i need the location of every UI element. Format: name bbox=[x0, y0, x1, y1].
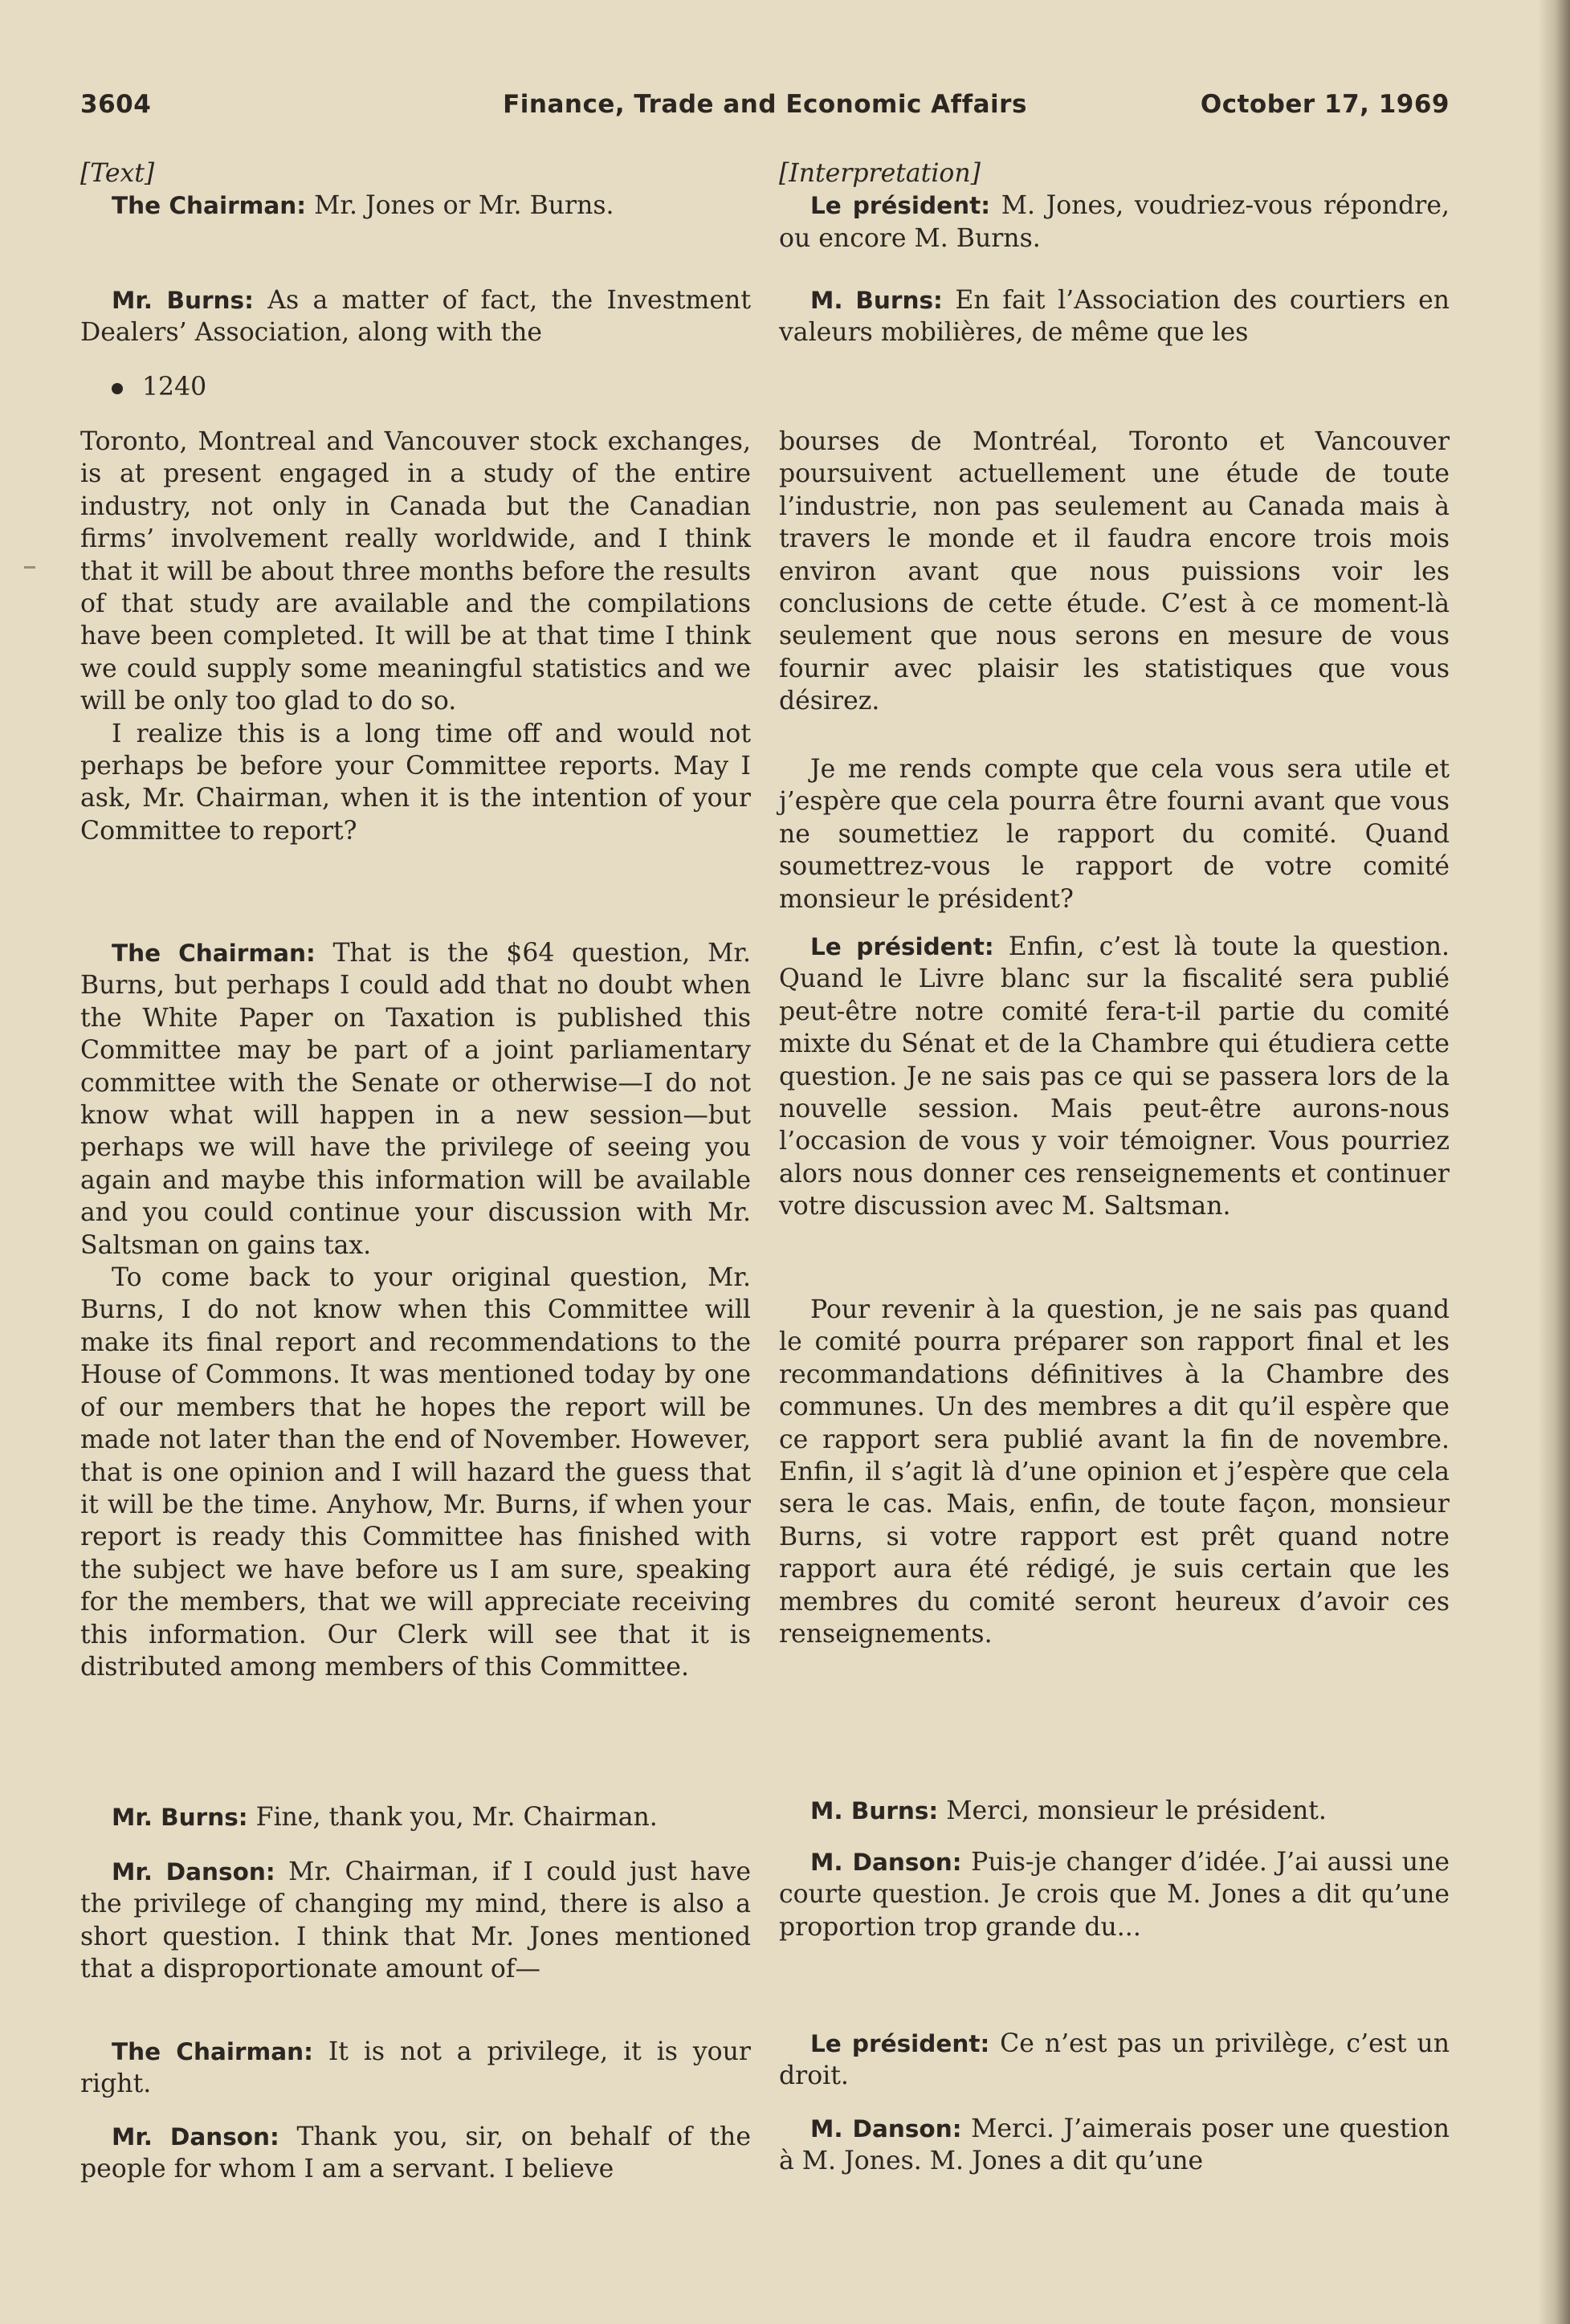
margin-mark bbox=[24, 566, 35, 569]
page-number: 3604 bbox=[80, 90, 152, 119]
bullet-icon bbox=[112, 383, 123, 394]
english-paragraph-9: The Chairman: It is not a privilege, it is your right. bbox=[80, 2037, 751, 2099]
french-column-5 bbox=[779, 931, 1450, 1223]
speaker-label: M. Danson: bbox=[810, 2115, 962, 2143]
french-column-7 bbox=[779, 1795, 1450, 1827]
speaker-label: Le président: bbox=[810, 192, 991, 220]
speaker-label: Mr. Danson: bbox=[112, 2123, 279, 2151]
french-paragraph-10: M. Danson: Merci. J’aimerais poser une question à M. Jones. M. Jones a dit qu’une bbox=[779, 2114, 1450, 2176]
french-column-3 bbox=[779, 426, 1450, 718]
english-paragraph-2: Mr. Burns: As a matter of fact, the Investment Dealers’ Association, along with the bbox=[80, 286, 751, 348]
english-paragraph-8: Mr. Danson: Mr. Chairman, if I could just have the privilege of changing my mind, there is also a short question. I think that Mr. Jones mentioned that a disproportionate amount of— bbox=[80, 1857, 751, 1984]
english-column-5 bbox=[80, 1801, 751, 1833]
french-paragraph-6: Pour revenir à la question, je ne sais pas quand le comité pourra préparer son rapport final et les recommandations définitives à la Chambre des communes. Un des membres a dit qu’il espère que ce rapport sera publié avant la fin de novembre. Enfin, il s’agit là d’une opinion et j’espère que cela sera le cas. Mais, enfin, de toute façon, monsieur Burns, si votre rapport est prêt quand notre rapport aura été rédigé, je suis certain que les membres du comité seront heureux d’avoir ces renseignements. bbox=[779, 1295, 1450, 1649]
english-paragraph-6: To come back to your original question, Mr. Burns, I do not know when this Committee will make its final report and recommendations to the House of Commons. It was mentioned today by one of our members that he hopes the report will be made not later than the end of November. However, that is one opinion and I will hazard the guess that it will be the time. Anyhow, Mr. Burns, if when your report is ready this Committee has finished with the subject we have before us I am sure, speaking for the members, that we will appreciate receiving this information. Our Clerk will see that it is distributed among members of this Committee. bbox=[80, 1263, 751, 1682]
french-column bbox=[779, 157, 1450, 255]
french-column-9 bbox=[779, 2028, 1450, 2093]
english-column bbox=[80, 157, 751, 222]
french-column-8 bbox=[779, 1846, 1450, 1943]
english-paragraph-7: Mr. Burns: Fine, thank you, Mr. Chairman. bbox=[112, 1803, 658, 1832]
speaker-label: Le président: bbox=[810, 2030, 990, 2057]
english-paragraph-5: The Chairman: That is the $64 question, Mr. Burns, but perhaps I could add that no doubt when the White Paper on Taxation is published this Committee may be part of a joint parliamentary committee with the Senate or otherwise—I do not know what will happen in a new session—but perhaps we will have the privilege of seeing you again and maybe this information will be available and you could continue your discussion with Mr. Saltsman on gains tax. bbox=[80, 939, 751, 1260]
english-paragraph-4: I realize this is a long time off and would not perhaps be before your Committee reports. May I ask, Mr. Chairman, when it is the intention of your Committee to report? bbox=[80, 719, 751, 846]
french-paragraph-8: M. Danson: Puis-je changer d’idée. J’ai aussi une courte question. Je crois que M. Jones a dit qu’une proportion trop grande du... bbox=[779, 1848, 1450, 1942]
english-paragraph-3: Toronto, Montreal and Vancouver stock exchanges, is at present engaged in a study of the entire industry, not only in Canada but the Canadian firms’ involvement really worldwide, and I think that it will be about three months before the results of that study are available and the compilations have been completed. It will be at that time I think we could supply some meaningful statistics and we will be only too glad to do so. bbox=[80, 427, 751, 716]
english-column-2 bbox=[80, 284, 751, 349]
english-column-3 bbox=[80, 426, 751, 847]
french-paragraph-7: M. Burns: Merci, monsieur le président. bbox=[810, 1796, 1327, 1825]
speaker-label: The Chairman: bbox=[112, 192, 307, 220]
header-title: Finance, Trade and Economic Affairs bbox=[503, 90, 1027, 119]
french-paragraph-2: M. Burns: En fait l’Association des courtiers en valeurs mobilières, de même que les bbox=[779, 286, 1450, 348]
speaker-label: M. Burns: bbox=[810, 287, 943, 314]
english-column-8 bbox=[80, 2121, 751, 2186]
english-column-4 bbox=[80, 937, 751, 1683]
english-paragraph-1: The Chairman: Mr. Jones or Mr. Burns. bbox=[112, 191, 614, 221]
french-column-10 bbox=[779, 2113, 1450, 2178]
french-paragraph-4: Je me rends compte que cela vous sera utile et j’espère que cela pourra être fourni avant que vous ne soumettiez le rapport du comité. Quand soumettrez-vous le rapport de votre comité monsieur le président? bbox=[779, 755, 1450, 914]
speaker-label: Le président: bbox=[810, 933, 994, 960]
french-column-2 bbox=[779, 284, 1450, 349]
french-paragraph-5: Le président: Enfin, c’est là toute la question. Quand le Livre blanc sur la fiscalité sera publié peut-être notre comité fera-t-il partie du comité mixte du Sénat et de la Chambre qui étudiera cette question. Je ne sais pas ce qui se passera lors de la nouvelle session. Mais peut-être aurons-nous l’occasion de vous y voir témoigner. Vous pourriez alors nous donner ces renseignements et continuer votre discussion avec M. Saltsman. bbox=[779, 932, 1450, 1221]
speaker-label: Mr. Burns: bbox=[112, 1804, 248, 1831]
speaker-label: Mr. Burns: bbox=[112, 287, 254, 314]
header-date: October 17, 1969 bbox=[1200, 90, 1450, 119]
speaker-label: The Chairman: bbox=[112, 2038, 313, 2065]
english-column-7 bbox=[80, 2036, 751, 2101]
french-paragraph-1: Le président: M. Jones, voudriez-vous répondre, ou encore M. Burns. bbox=[779, 191, 1450, 253]
english-tag: [Text] bbox=[80, 159, 155, 188]
speaker-label: M. Danson: bbox=[810, 1849, 962, 1876]
french-column-4 bbox=[779, 753, 1450, 915]
time-marker-text: 1240 bbox=[142, 373, 207, 402]
french-column-6 bbox=[779, 1294, 1450, 1650]
page-header bbox=[80, 90, 1450, 130]
time-marker bbox=[80, 371, 751, 403]
french-paragraph-3: bourses de Montréal, Toronto et Vancouver poursuivent actuellement une étude de toute l’industrie, non pas seulement au Canada mais à travers le monde et il faudra encore trois mois environ avant que nous puissions voir les conclusions de cette étude. C’est à ce moment-là seulement que nous serons en mesure de vous fournir avec plaisir les statistiques que vous désirez. bbox=[779, 427, 1450, 716]
french-paragraph-9: Le président: Ce n’est pas un privilège, c’est un droit. bbox=[779, 2029, 1450, 2091]
speaker-label: The Chairman: bbox=[112, 940, 316, 967]
english-paragraph-10: Mr. Danson: Thank you, sir, on behalf of the people for whom I am a servant. I believe bbox=[80, 2122, 751, 2184]
page-binding-shadow bbox=[1538, 0, 1570, 2324]
english-column-6 bbox=[80, 1856, 751, 1986]
french-tag: [Interpretation] bbox=[779, 159, 981, 188]
speaker-label: Mr. Danson: bbox=[112, 1858, 275, 1886]
speaker-label: M. Burns: bbox=[810, 1797, 939, 1825]
